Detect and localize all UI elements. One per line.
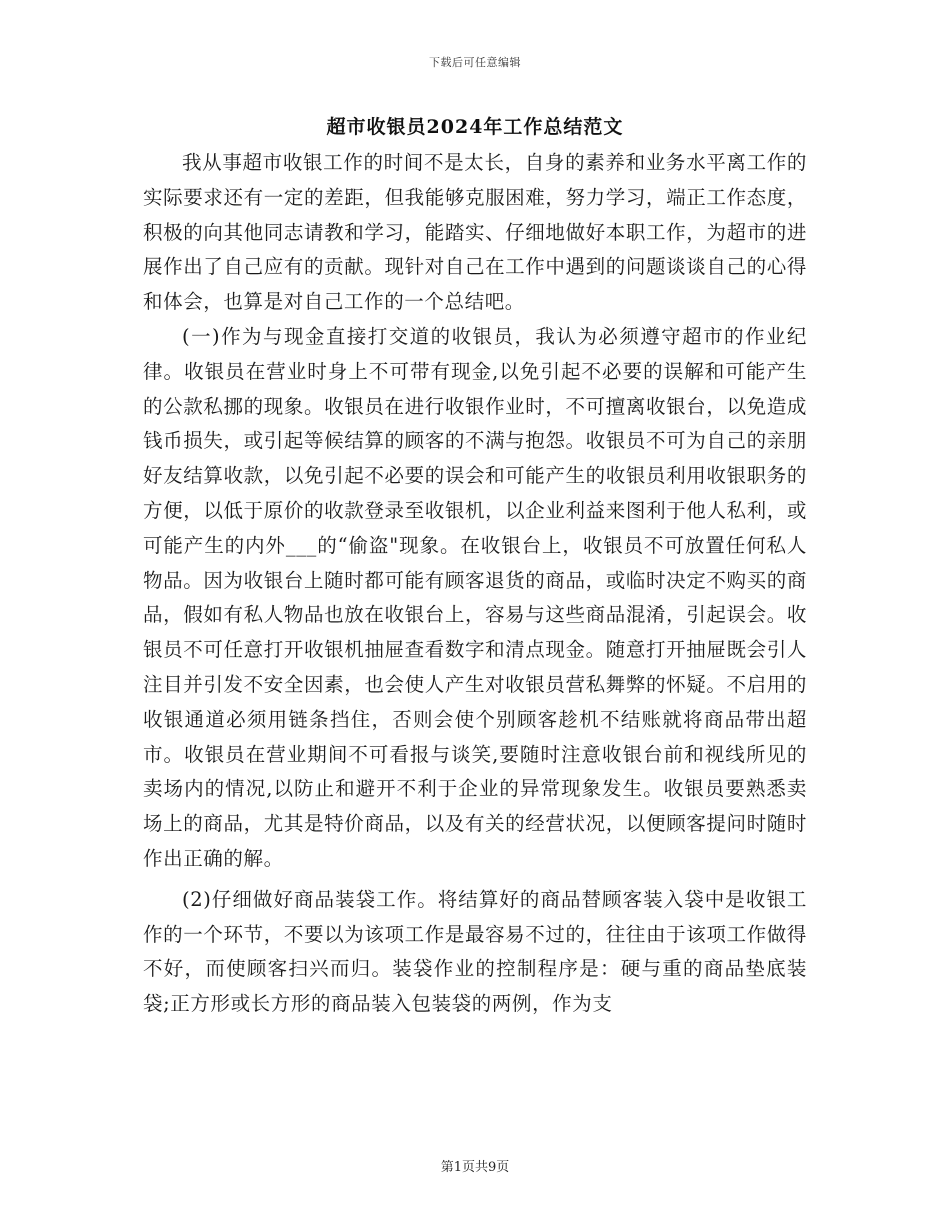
paragraph-bagging: (2)仔细做好商品装袋工作。将结算好的商品替顾客装入袋中是收银工作的一个环节，不要以为该项工作是最容易不过的，往往由于该项工作做得不好，而使顾客扫兴而归。装袋作业的控制程序是：硬与重的商品垫底装袋;正方形或长方形的商品装入包装袋的两例，作为支	[143, 887, 807, 1016]
document-body	[143, 146, 807, 1022]
paragraph-intro: 我从事超市收银工作的时间不是太长，自身的素养和业务水平离工作的实际要求还有一定的差距，但我能够克服困难，努力学习，端正工作态度，积极的向其他同志请教和学习，能踏实、仔细地做好本职工作，为超市的进展作出了自己应有的贡献。现针对自己在工作中遇到的问题谈谈自己的心得和体会，也算是对自己工作的一个总结吧。	[143, 151, 807, 314]
document-title: 超市收银员2024年工作总结范文	[326, 116, 624, 138]
paragraph-discipline: (一)作为与现金直接打交道的收银员，我认为必须遵守超市的作业纪律。收银员在营业时身上不可带有现金,以免引起不必要的误解和可能产生的公款私挪的现象。收银员在进行收银作业时，不可擅离收银台，以免造成钱币损失，或引起等候结算的顾客的不满与抱怨。收银员不可为自己的亲朋好友结算收款，以免引起不必要的误会和可能产生的收银员利用收银职务的方便，以低于原价的收款登录至收银机，以企业利益来图利于他人私利，或可能产生的内外___的“偷盗"现象。在收银台上，收银员不可放置任何私人物品。因为收银台上随时都可能有顾客退货的商品，或临时决定不购买的商品，假如有私人物品也放在收银台上，容易与这些商品混淆，引起误会。收银员不可任意打开收银机抽屉查看数字和清点现金。随意打开抽屉既会引人注目并引发不安全因素，也会使人产生对收银员营私舞弊的怀疑。不启用的收银通道必须用链条挡住，否则会使个别顾客趁机不结账就将商品带出超市。收银员在营业期间不可看报与谈笑,要随时注意收银台前和视线所见的卖场内的情况,以防止和避开不利于企业的异常现象发生。收银员要熟悉卖场上的商品，尤其是特价商品，以及有关的经营状况，以便顾客提问时随时作出正确的解。	[143, 324, 807, 870]
page-footer: 第1页共9页	[440, 1160, 510, 1175]
header-note: 下载后可任意编辑	[429, 56, 521, 69]
